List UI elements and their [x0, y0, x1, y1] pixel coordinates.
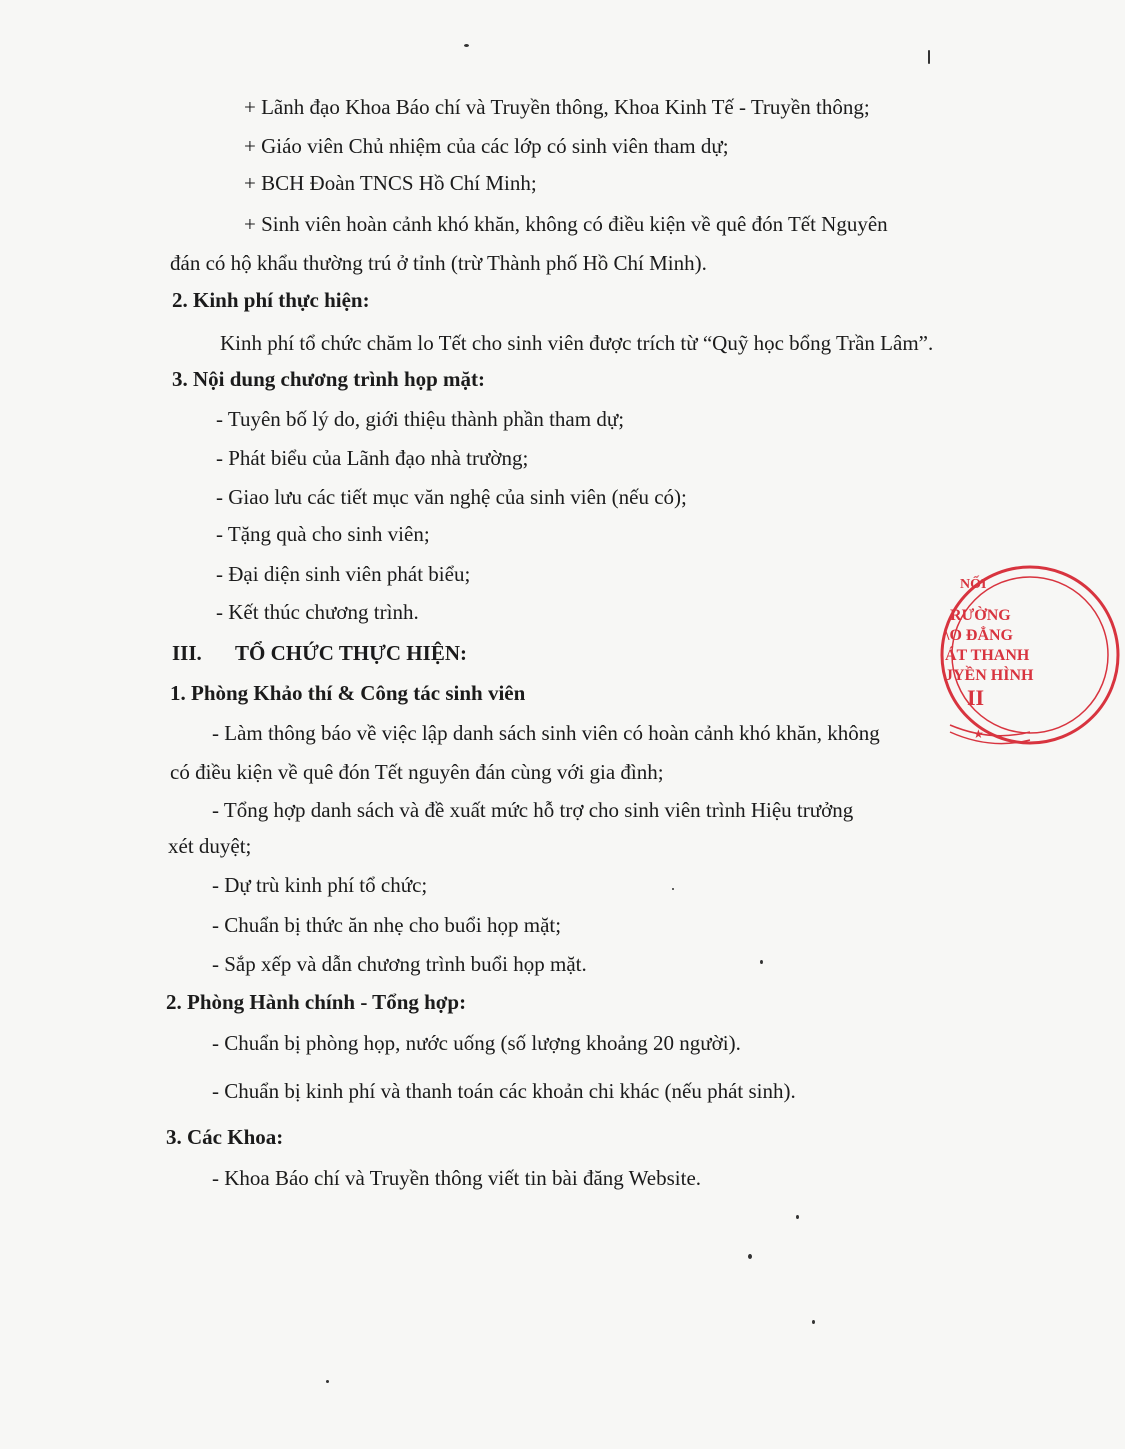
text-line: - Khoa Báo chí và Truyền thông viết tin bài đăng Website.: [212, 1166, 702, 1190]
scan-speck: [760, 960, 763, 964]
scan-speck: [812, 1320, 815, 1324]
seal-stamp: [935, 560, 1125, 750]
text-line: - Đại diện sinh viên phát biểu;: [216, 562, 471, 586]
text-line: - Phát biểu của Lãnh đạo nhà trường;: [216, 446, 529, 470]
text-line: - Sắp xếp và dẫn chương trình buổi họp mặt.: [212, 952, 587, 976]
section-heading: 3. Nội dung chương trình họp mặt:: [172, 367, 486, 391]
seal-text: \O ĐẲNG: [945, 627, 1013, 644]
text-line: - Dự trù kinh phí tổ chức;: [212, 873, 428, 897]
text-line: - Kết thúc chương trình.: [216, 600, 419, 624]
text-line: - Tổng hợp danh sách và đề xuất mức hỗ trợ cho sinh viên trình Hiệu trưởng: [212, 798, 854, 822]
section-heading: 3. Các Khoa:: [166, 1125, 284, 1149]
section-heading: 2. Phòng Hành chính - Tổng hợp:: [166, 990, 467, 1014]
seal-text: II: [967, 685, 985, 710]
section-title: TỔ CHỨC THỰC HIỆN:: [235, 641, 467, 665]
scan-speck: [326, 1380, 329, 1383]
seal-star-icon: ★: [973, 727, 984, 741]
text-line: + Sinh viên hoàn cảnh khó khăn, không có điều kiện về quê đón Tết Nguyên: [244, 212, 888, 236]
seal-text: JYỀN HÌNH: [945, 667, 1034, 684]
scan-speck: [748, 1254, 752, 1259]
text-line: có điều kiện về quê đón Tết nguyên đán cùng với gia đình;: [170, 760, 664, 784]
text-line: - Làm thông báo về việc lập danh sách sinh viên có hoàn cảnh khó khăn, không: [212, 721, 880, 745]
text-line: + Giáo viên Chủ nhiệm của các lớp có sinh viên tham dự;: [244, 134, 729, 158]
text-line: - Giao lưu các tiết mục văn nghệ của sinh viên (nếu có);: [216, 485, 687, 509]
section-heading: 1. Phòng Khảo thí & Công tác sinh viên: [170, 681, 526, 705]
seal-text: RƯỜNG: [950, 607, 1011, 624]
text-line: đán có hộ khẩu thường trú ở tỉnh (trừ Thành phố Hồ Chí Minh).: [170, 251, 707, 275]
text-line: - Tuyên bố lý do, giới thiệu thành phần tham dự;: [216, 407, 625, 431]
text-line: Kinh phí tổ chức chăm lo Tết cho sinh viên được trích từ “Quỹ học bổng Trần Lâm”.: [220, 331, 934, 355]
text-line: + Lãnh đạo Khoa Báo chí và Truyền thông, Khoa Kinh Tế - Truyền thông;: [244, 95, 870, 119]
scan-speck: [464, 44, 469, 47]
seal-text: NỐI: [960, 577, 987, 592]
section-number: III.: [172, 641, 202, 665]
scan-speck: [672, 888, 674, 890]
section-heading: 2. Kinh phí thực hiện:: [172, 288, 370, 312]
text-line: - Tặng quà cho sinh viên;: [216, 522, 430, 546]
seal-text: ÁT THANH: [945, 647, 1030, 664]
scan-speck: [796, 1215, 799, 1219]
scan-speck: [928, 50, 930, 64]
text-line: + BCH Đoàn TNCS Hồ Chí Minh;: [244, 171, 537, 195]
text-line: xét duyệt;: [168, 834, 252, 858]
text-line: - Chuẩn bị phòng họp, nước uống (số lượng khoảng 20 người).: [212, 1031, 741, 1055]
text-line: - Chuẩn bị kinh phí và thanh toán các khoản chi khác (nếu phát sinh).: [212, 1079, 796, 1103]
text-line: - Chuẩn bị thức ăn nhẹ cho buổi họp mặt;: [212, 913, 562, 937]
